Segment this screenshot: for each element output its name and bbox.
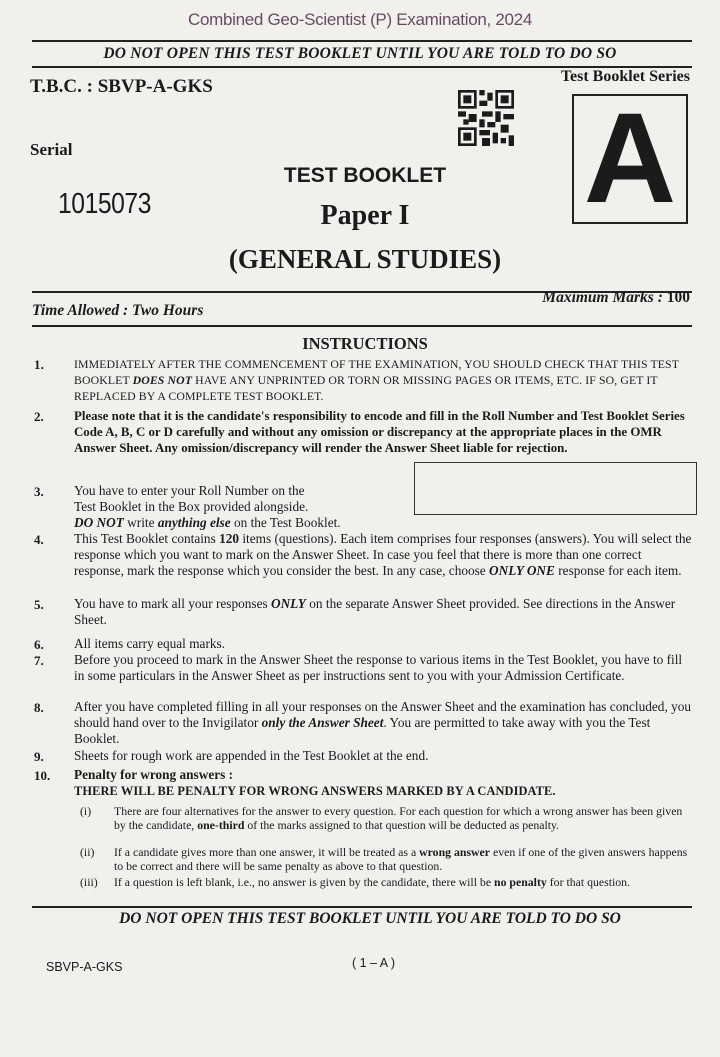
penalty-item: (ii) If a candidate gives more than one answer, it will be treated as a wrong answer even if one of the given answers happens to be correct and there will be same penalty as above to that question.: [80, 845, 688, 873]
penalty-item: (i) There are four alternatives for the answer to every question. For each question for which a wrong answer has been given by the candidate, one-third of the marks assigned to that question will be deducted as penalty.: [80, 804, 683, 832]
booklet-title: TEST BOOKLET: [283, 164, 447, 187]
instruction-item: 1. IMMEDIATELY AFTER THE COMMENCEMENT OF THE EXAMINATION, YOU SHOULD CHECK THAT THIS TEST BOOKLET DOES NOT HAVE ANY UNPRINTED OR TORN OR MISSING PAGES OR ITEMS, ETC. IF SO, GET IT REPLACED BY A COMPLETE TEST BOOKLET.: [34, 357, 679, 403]
time-allowed: Time Allowed : Two Hours: [32, 302, 204, 319]
series-code: A: [583, 87, 677, 230]
qr-code-icon: [458, 90, 514, 146]
max-marks: [542, 289, 690, 307]
instruction-item: 2. Please note that it is the candidate's responsibility to encode and fill in the Roll Number and Test Booklet Series Code A, B, C or D carefully and without any omission or discrepancy at the appropriate places in the OMR Answer Sheet. Any omission/discrepancy will render the Answer Sheet liable for rejection.: [34, 409, 685, 455]
bottom-warning-overline: [32, 906, 692, 908]
instruction-item: 5. You have to mark all your responses ONLY on the separate Answer Sheet provided. See directions in the Answer Sheet.: [34, 596, 676, 627]
instruction-item: 6. All items carry equal marks.: [34, 636, 226, 652]
serial-label: Serial: [30, 140, 73, 159]
paper-title: Paper I: [320, 200, 410, 231]
bottom-warning: DO NOT OPEN THIS TEST BOOKLET UNTIL YOU ARE TOLD TO DO SO: [119, 910, 621, 927]
serial-number: 1015073: [58, 188, 151, 220]
subject-title: (GENERAL STUDIES): [228, 244, 502, 274]
tbc-code: T.B.C. : SBVP-A-GKS: [30, 76, 213, 97]
time-bottom-rule: [32, 325, 692, 327]
max-marks-value: 100: [666, 289, 690, 306]
top-rule: [32, 40, 692, 42]
instruction-item: 8. After you have completed filling in all your responses on the Answer Sheet and the examination has concluded, you should hand over to the Invigilator only the Answer Sheet. You are permitted to take away with you the Test Booklet.: [34, 699, 692, 746]
footer-code: SBVP-A-GKS: [46, 960, 123, 974]
series-label: Test Booklet Series: [560, 68, 690, 85]
instruction-item: 9. Sheets for rough work are appended in the Test Booklet at the end.: [34, 748, 429, 764]
penalty-item: (iii) If a question is left blank, i.e., no answer is given by the candidate, there will be no penalty for that question.: [80, 875, 631, 889]
instruction-item-penalty: 10. Penalty for wrong answers : THERE WILL BE PENALTY FOR WRONG ANSWERS MARKED BY A CANDIDATE.: [34, 767, 556, 798]
instruction-item: 7. Before you proceed to mark in the Answer Sheet the response to various items in the Test Booklet, you have to fill in some particulars in the Answer Sheet as per instructions sent to you with your Admission Certificate.: [34, 652, 683, 683]
max-marks-label: Maximum Marks :: [542, 289, 663, 306]
exam-title: Combined Geo-Scientist (P) Examination, 2024: [188, 10, 532, 29]
instruction-item: 4. This Test Booklet contains 120 items (questions). Each item comprises four responses (answers). You will select the response which you want to mark on the Answer Sheet. In case you feel that there is more than one correct response, mark the response which you consider the best. In any case, choose ONLY ONE response for each item.: [34, 531, 692, 578]
page-number: ( 1 – A ): [352, 956, 396, 970]
instruction-item: 3. You have to enter your Roll Number on the Test Booklet in the Box provided alongside. DO NOT write anything else on the Test Booklet.: [34, 483, 341, 530]
instructions-heading: INSTRUCTIONS: [302, 334, 428, 353]
roll-number-box: [414, 462, 697, 515]
top-warning: DO NOT OPEN THIS TEST BOOKLET UNTIL YOU ARE TOLD TO DO SO: [103, 45, 617, 62]
